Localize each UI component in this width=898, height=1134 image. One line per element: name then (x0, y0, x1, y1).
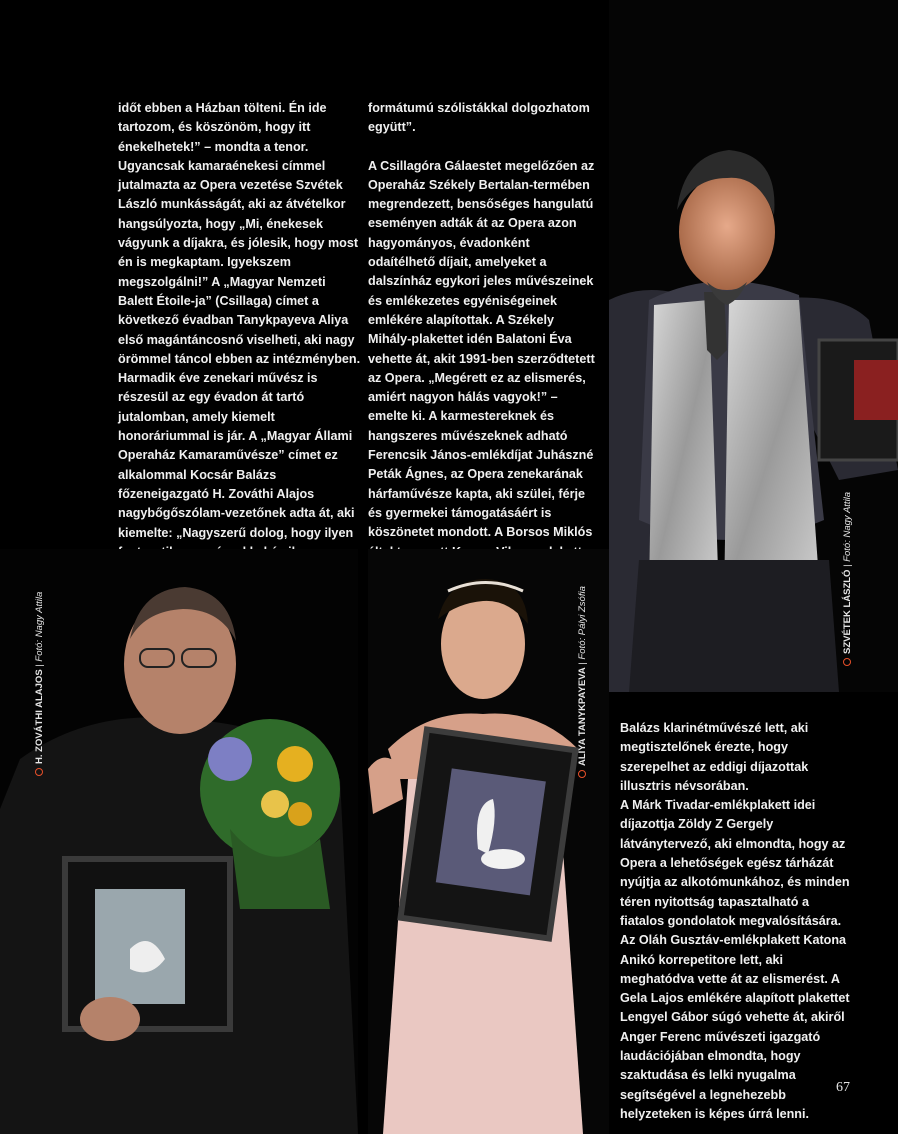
page-number: 67 (836, 1080, 850, 1095)
photo-illustration (368, 549, 609, 1134)
paragraph: A Csillagóra Gálaestet megelőzően az Operaház Székely Bertalan-termében megrendezett, bensőséges hangulatú eseményen adták át az Opera azon hagyományos, évadonként odaítélhető díjait, amelyeket a dalszínház egykori jeles művészeinek és emlékezetes egyéniségeinek emlékére alapítottak. A Székely Mihály-plakettet idén Balatoni Éva vehette át, akit 1991-ben szerződtetett az Opera. „Megérett ez az elismerés, amiért nagyon hálás vagyok!” – emelte ki. A karmestereknek és hangszeres művészeknek adható Ferencsik János-emlékdíjat Juhászné Peták Ágnes, az Opera zenekarának hárfaművésze kapta, aki szülei, férje és gyermekei támogatásáért is köszönetet mondott. A Borsos Miklós (368, 158, 595, 540)
photo-illustration (609, 0, 898, 692)
photo-caption-middle: ALIYA TANYKPAYEVA | Fotó: Pályi Zsófia (577, 586, 588, 778)
bullet-circle-icon (35, 768, 43, 776)
text-column-2 (368, 99, 600, 600)
text-column-3 (620, 719, 856, 1124)
bullet-circle-icon (578, 770, 586, 778)
paragraph: A Márk Tivadar-emlékplakett idei díjazottja Zöldy Z Gergely látványtervező, aki elmondta, hogy az Opera a lehetőségek egész tárházát nyújtja az alkotómunkához, és minden téren nyitottság tapasztalható a fiatalos gondolatok megvalósítására. (620, 798, 850, 928)
paragraph: formátumú szólistákkal dolgozhatom együtt”. (368, 101, 590, 135)
photo-caption-right: SZVÉTEK LÁSZLÓ | Fotó: Nagy Attila (842, 492, 853, 666)
bullet-circle-icon (843, 658, 851, 666)
photo-szvetek (609, 0, 898, 692)
paragraph: időt ebben a Házban tölteni. Én ide tartozom, és köszönöm, hogy itt énekelhetek!” – mondta a tenor. Ugyancsak kamaraénekesi címmel jutalmazta az Opera vezetése Szvétek László munkásságát, aki az átvételkor hangsúlyozta, hogy „Mi, énekesek vágyunk a díjakra, és jólesik, hogy most én is megkaptam. Igyekszem megszolgálni!” A „Magyar Nemzeti Balett Étoile-ja” (Csillaga) címet a következő évadban Tanykpayeva Aliya első magántáncosnő viselheti, aki nagy örömmel táncol ebben az intézményben. Harmadik éve zenekari művész is részesül az egy évadon át tartó jutalomban, amely kiemelt honoráriummal is jár. A „Magyar Állami Operaház Kamaraművésze” címet ez alkalommal Kocsár Balázs főzeneigazgató H. Zováthi Alajos nagybőgőszólam-vezetőnek adta át, aki kiemelte: „Nagyszerű dolog, hogy ilyen (118, 101, 361, 540)
photo-illustration (0, 549, 358, 1134)
paragraph: Az Oláh Gusztáv-emlékplakett Katona Anikó korrepetitore lett, aki meghatódva vette át az elismerést. A Gela Lajos emlékére alapított plakettet Lengyel Gábor súgó vehette át, akiről Anger Ferenc művészeti igazgató laudációjában elmondta, hogy szaktudása és lelki nyugalma segítségével a legnehezebb helyzeteken is képes úrrá lenni. (620, 933, 850, 1121)
text-column-1 (118, 99, 362, 581)
photo-zovathi (0, 549, 358, 1134)
paragraph: Balázs klarinétművészé lett, aki megtisztelőnek érezte, hogy szerepelhet az eddigi díjazottak illusztris névsorában. (620, 721, 809, 793)
photo-tanykpayeva (368, 549, 609, 1134)
photo-caption-left: H. ZOVÁTHI ALAJOS | Fotó: Nagy Attila (34, 592, 45, 776)
